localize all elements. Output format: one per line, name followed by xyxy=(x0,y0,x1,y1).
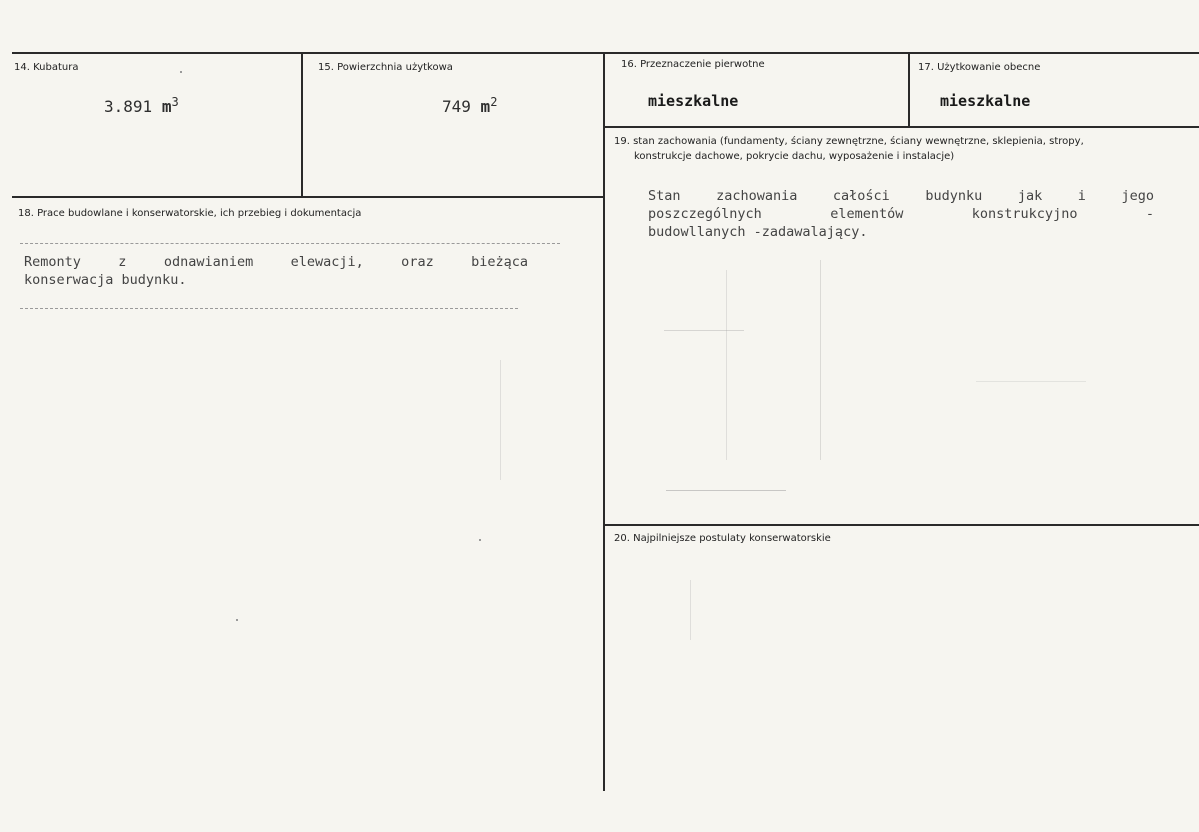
powierzchnia-number: 749 xyxy=(442,97,471,116)
stan-text xyxy=(648,187,1154,241)
przeznaczenie-label: 16. Przeznaczenie pierwotne xyxy=(621,59,765,70)
prace-top-rule xyxy=(20,243,560,244)
uzytkowanie-label: 17. Użytkowanie obecne xyxy=(918,62,1041,73)
kubatura-unit: $m^3$ xyxy=(161,95,179,116)
row1-bottom-line-right xyxy=(604,126,1199,128)
scan-speck xyxy=(500,360,501,480)
scan-speck xyxy=(236,619,238,621)
kubatura-number: 3.891 xyxy=(104,97,153,116)
vertical-line-main xyxy=(603,53,605,791)
prace-text xyxy=(24,253,528,289)
scan-speck xyxy=(690,580,691,640)
vertical-line-14-15 xyxy=(301,53,303,197)
powierzchnia-unit: $m^2$ xyxy=(480,95,498,116)
powierzchnia-label: 15. Powierzchnia użytkowa xyxy=(318,62,453,73)
stan-line-1: Stan zachowania całości budynku jak i jego xyxy=(648,188,1154,204)
stan-label-line1: 19. stan zachowania (fundamenty, ściany zewnętrzne, ściany wewnętrzne, sklepienia, stropy, xyxy=(614,136,1084,147)
stan-line-3: budowllanych -zadawalający. xyxy=(648,224,868,240)
prace-bottom-rule xyxy=(20,308,518,309)
przeznaczenie-value: mieszkalne xyxy=(648,92,739,110)
scan-speck xyxy=(726,270,727,460)
uzytkowanie-value: mieszkalne xyxy=(940,92,1031,110)
scan-speck xyxy=(479,539,481,541)
scan-speck xyxy=(664,330,744,331)
scan-speck xyxy=(820,260,821,460)
stan-line-2: poszczególnych elementów konstrukcyjno - xyxy=(648,206,1154,222)
postulaty-label: 20. Najpilniejsze postulaty konserwatorskie xyxy=(614,533,831,544)
kubatura-value xyxy=(104,95,179,116)
stan-label-line2: konstrukcje dachowe, pokrycie dachu, wyposażenie i instalacje) xyxy=(634,151,955,162)
scan-speck xyxy=(180,71,182,73)
top-border-line xyxy=(12,52,1199,54)
scan-speck xyxy=(976,381,1086,382)
row1-bottom-line-left xyxy=(12,196,604,198)
prace-line-2: konserwacja budynku. xyxy=(24,272,187,288)
prace-line-1: Remonty z odnawianiem elewacji, oraz bieżąca xyxy=(24,254,528,270)
f20-top-line xyxy=(604,524,1199,526)
prace-label: 18. Prace budowlane i konserwatorskie, ich przebieg i dokumentacja xyxy=(18,208,362,219)
scan-speck xyxy=(666,490,786,491)
kubatura-label: 14. Kubatura xyxy=(14,62,79,73)
powierzchnia-value xyxy=(442,95,497,116)
vertical-line-16-17 xyxy=(908,53,910,127)
